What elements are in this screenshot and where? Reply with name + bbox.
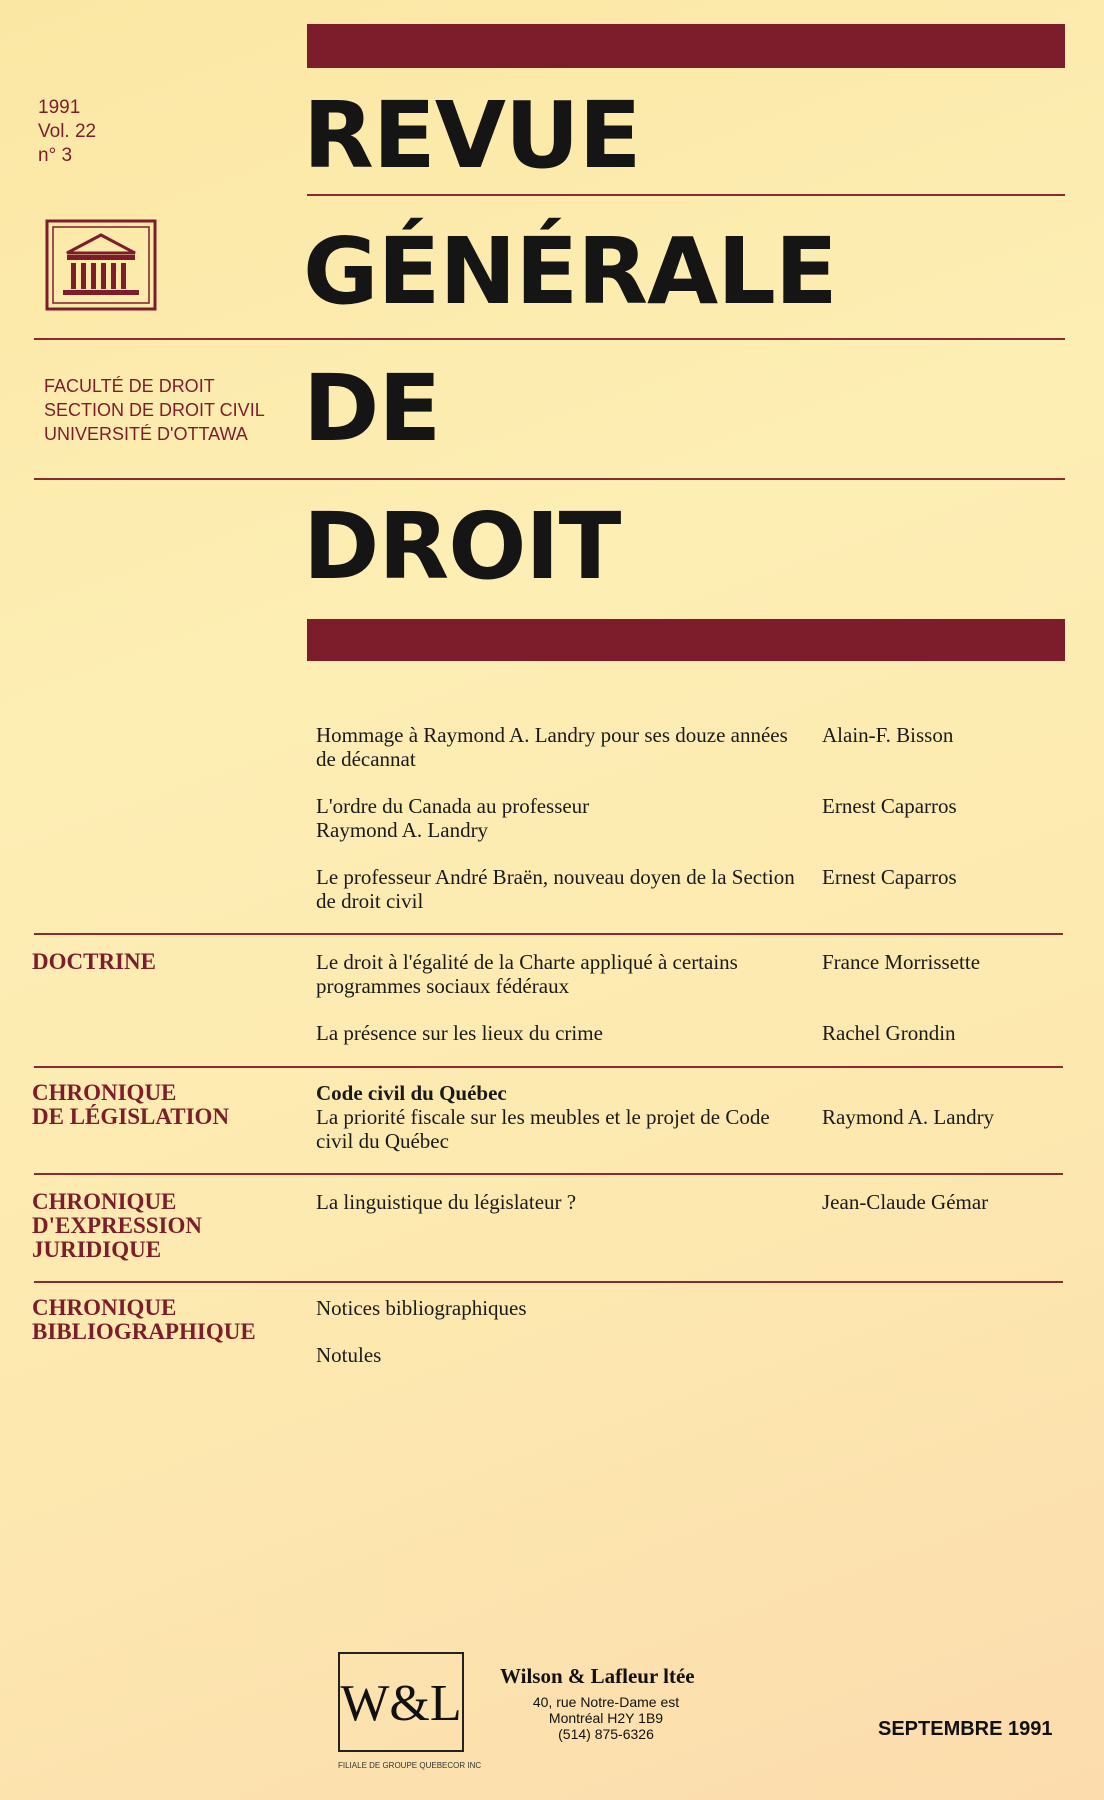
- section-divider: [34, 1066, 1063, 1068]
- faculty-info: [44, 374, 265, 446]
- article-title: Le droit à l'égalité de la Charte appliqué à certains programmes sociaux fédéraux: [316, 950, 738, 998]
- faculty-line-2: SECTION DE DROIT CIVIL: [44, 400, 265, 420]
- title-divider-1: [307, 194, 1065, 196]
- article-title: Notices bibliographiques: [316, 1296, 527, 1320]
- faculty-line-1: FACULTÉ DE DROIT: [44, 376, 215, 396]
- article-title: La présence sur les lieux du crime: [316, 1021, 603, 1045]
- top-accent-bar: [307, 24, 1065, 68]
- title-divider-3: [34, 478, 1065, 480]
- issue-info: [38, 96, 96, 168]
- title-divider-2: [34, 338, 1065, 340]
- article-title: La priorité fiscale sur les meubles et le projet de Code civil du Québec: [316, 1105, 770, 1153]
- issue-date: SEPTEMBRE 1991: [878, 1718, 1053, 1740]
- article-author: Rachel Grondin: [822, 1021, 956, 1045]
- title-line-2: GÉNÉRALE: [303, 218, 837, 325]
- publisher-name: Wilson & Lafleur ltée: [500, 1664, 695, 1688]
- issue-year: 1991: [38, 97, 81, 118]
- article-author: Jean-Claude Gémar: [822, 1190, 989, 1214]
- section-divider: [34, 933, 1063, 935]
- publisher-subsidiary: FILIALE DE GROUPE QUEBECOR INC: [338, 1761, 482, 1770]
- issue-number: n° 3: [38, 145, 73, 166]
- article-author: Ernest Caparros: [822, 865, 957, 889]
- issue-volume: Vol. 22: [38, 121, 97, 142]
- article-title: Notules: [316, 1343, 382, 1367]
- publisher-address: 40, rue Notre-Dame est Montréal H2Y 1B9 (514) 875-6326: [532, 1694, 680, 1742]
- faculty-line-3: UNIVERSITÉ D'OTTAWA: [44, 424, 248, 444]
- title-line-1: REVUE: [303, 82, 641, 189]
- article-title: L'ordre du Canada au professeur Raymond A. Landry: [316, 794, 590, 842]
- section-subheading: Code civil du Québec: [316, 1081, 507, 1105]
- university-building-icon: [45, 219, 157, 311]
- section-label-expression: CHRONIQUE D'EXPRESSION JURIDIQUE: [32, 1189, 202, 1262]
- section-divider: [34, 1173, 1063, 1175]
- article-author: Alain-F. Bisson: [822, 723, 954, 747]
- section-label-bibliography: CHRONIQUE BIBLIOGRAPHIQUE: [32, 1295, 256, 1344]
- section-divider: [34, 1281, 1063, 1283]
- article-title: La linguistique du législateur ?: [316, 1190, 577, 1214]
- title-line-4: DROIT: [303, 493, 621, 600]
- publisher-logo: [338, 1652, 464, 1752]
- article-title: Hommage à Raymond A. Landry pour ses douze années de décannat: [316, 723, 788, 771]
- title-line-3: DE: [303, 355, 441, 462]
- article-author: Raymond A. Landry: [822, 1105, 995, 1129]
- section-label-legislation: CHRONIQUE DE LÉGISLATION: [32, 1080, 230, 1129]
- article-author: France Morrissette: [822, 950, 981, 974]
- article-author: Ernest Caparros: [822, 794, 957, 818]
- article-title: Le professeur André Braën, nouveau doyen de la Section de droit civil: [316, 865, 795, 913]
- publisher-logo-text: W&L: [340, 1675, 462, 1732]
- title-bottom-bar: [307, 619, 1065, 661]
- publisher-logo-mark: [340, 1654, 462, 1750]
- section-label-doctrine: DOCTRINE: [32, 949, 156, 974]
